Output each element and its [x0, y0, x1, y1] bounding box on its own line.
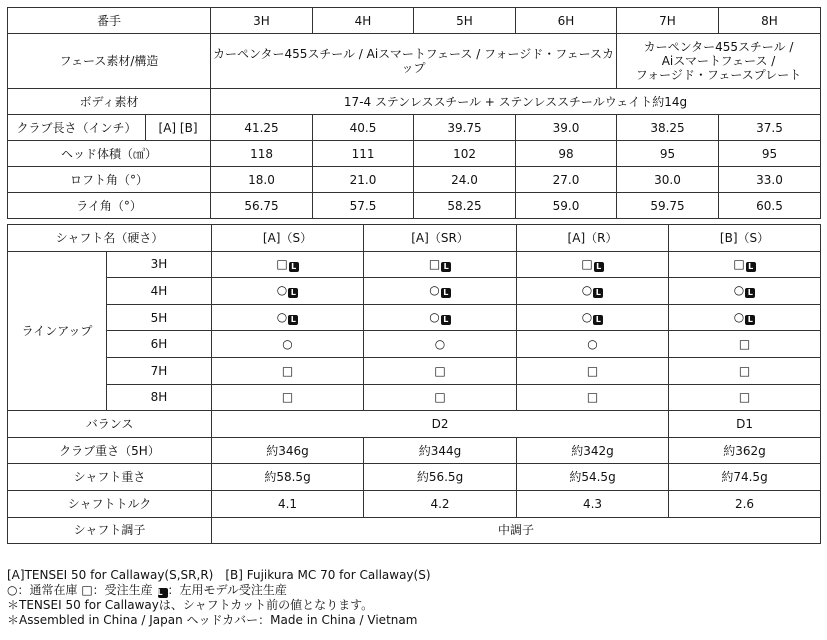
length-sub: [A] [B]	[146, 115, 211, 141]
torque-label: シャフトトルク	[8, 490, 212, 517]
square-icon: □	[738, 363, 751, 378]
number-label: 番手	[8, 8, 211, 34]
square-icon: □	[434, 390, 446, 405]
club-weight-label: クラブ重さ（5H）	[8, 437, 212, 464]
loft-label: ロフト角（°）	[8, 167, 211, 193]
circle-icon: ○	[434, 337, 446, 352]
number-cell: 4H	[313, 8, 414, 34]
spec-table	[7, 7, 821, 219]
left-hand-badge-icon: L	[158, 588, 168, 598]
lineup-cell	[669, 331, 821, 358]
circle-icon: ○	[429, 310, 440, 325]
left-hand-badge-icon: L	[289, 262, 299, 272]
lineup-cell	[669, 251, 821, 278]
footnote-shafts: [A]TENSEI 50 for Callaway(S,SR,R) [B] Fujikura MC 70 for Callaway(S)	[7, 568, 431, 582]
lineup-cell	[669, 304, 821, 331]
lie-cell: 59.75	[617, 193, 719, 219]
lineup-body	[8, 251, 821, 411]
shaft-name-cell: [A]（S）	[212, 225, 364, 252]
lineup-club: 8H	[107, 384, 212, 411]
lineup-cell	[517, 278, 669, 305]
kick-row	[8, 517, 821, 544]
lineup-cell	[517, 251, 669, 278]
lineup-cell	[669, 357, 821, 384]
lie-cell: 59.0	[516, 193, 617, 219]
square-icon: □	[281, 390, 294, 405]
face-value-a: カーペンター455スチール / Aiスマートフェース / フォージド・フェースカップ	[211, 34, 617, 89]
lineup-label: ラインアップ	[8, 251, 107, 411]
club-weight-cell: 約346g	[212, 437, 364, 464]
lineup-cell	[364, 357, 517, 384]
lineup-cell	[669, 278, 821, 305]
shaft-weight-cell: 約74.5g	[669, 464, 821, 491]
lineup-cell	[364, 251, 517, 278]
kick-value: 中調子	[212, 517, 821, 544]
circle-icon: ○	[7, 583, 18, 597]
number-cell: 8H	[719, 8, 821, 34]
square-icon: □	[281, 363, 294, 378]
lie-cell: 58.25	[414, 193, 516, 219]
lineup-club: 6H	[107, 331, 212, 358]
shaft-name-cell: [A]（R）	[517, 225, 669, 252]
volume-cell: 118	[211, 141, 313, 167]
shaft-weight-cell: 約58.5g	[212, 464, 364, 491]
shaft-name-cell: [A]（SR）	[364, 225, 517, 252]
footnotes	[7, 568, 431, 628]
left-hand-badge-icon: L	[593, 288, 603, 298]
club-weight-cell: 約342g	[517, 437, 669, 464]
square-icon: □	[738, 337, 751, 352]
shaft-name-cell: [B]（S）	[669, 225, 821, 252]
footnote-assembly: ＊Assembled in China / Japan ヘッドカバー：Made in China / Vietnam	[7, 613, 418, 627]
lineup-cell	[517, 331, 669, 358]
circle-icon: ○	[276, 310, 288, 325]
square-icon: □	[581, 256, 593, 271]
lie-cell: 57.5	[313, 193, 414, 219]
lineup-cell	[364, 304, 517, 331]
lineup-cell	[212, 304, 364, 331]
volume-cell: 98	[516, 141, 617, 167]
circle-icon: ○	[429, 283, 440, 298]
left-hand-badge-icon: L	[441, 288, 451, 298]
face-value-b-line: Aiスマートフェース /	[661, 54, 776, 68]
lineup-cell	[212, 331, 364, 358]
left-hand-badge-icon: L	[745, 315, 755, 325]
number-cell: 5H	[414, 8, 516, 34]
square-icon: □	[586, 363, 599, 378]
left-hand-badge-icon: L	[745, 288, 755, 298]
lie-label: ライ角（°）	[8, 193, 211, 219]
club-weight-cell: 約362g	[669, 437, 821, 464]
footnote-legend	[7, 583, 431, 598]
length-cell: 41.25	[211, 115, 313, 141]
loft-cell: 27.0	[516, 167, 617, 193]
lineup-cell	[517, 384, 669, 411]
circle-icon: ○	[282, 337, 293, 352]
lineup-cell	[669, 384, 821, 411]
shaft-name-row	[8, 225, 821, 252]
loft-cell: 21.0	[313, 167, 414, 193]
torque-cell: 4.2	[364, 490, 517, 517]
face-value-b-line: カーペンター455スチール /	[643, 40, 794, 54]
lineup-cell	[212, 357, 364, 384]
lineup-row	[8, 331, 821, 358]
circle-icon: ○	[581, 310, 593, 325]
loft-cell: 33.0	[719, 167, 821, 193]
face-value-b-line: フォージド・フェースプレート	[635, 68, 802, 82]
lineup-cell	[517, 304, 669, 331]
circle-icon: ○	[733, 283, 745, 298]
circle-icon: ○	[581, 283, 593, 298]
shaft-weight-row	[8, 464, 821, 491]
legend-square-text: ：受注生産	[92, 583, 153, 597]
shaft-weight-label: シャフト重さ	[8, 464, 212, 491]
length-cell: 40.5	[313, 115, 414, 141]
spec-sheet	[7, 7, 820, 544]
torque-cell: 4.3	[517, 490, 669, 517]
circle-icon: ○	[587, 337, 598, 352]
shaft-weight-cell: 約54.5g	[517, 464, 669, 491]
lineup-row	[8, 384, 821, 411]
face-label: フェース素材/構造	[8, 34, 211, 89]
balance-value-b: D1	[669, 411, 821, 438]
square-icon: □	[81, 583, 93, 597]
lineup-cell	[212, 251, 364, 278]
volume-row	[8, 141, 821, 167]
kick-label: シャフト調子	[8, 517, 212, 544]
balance-label: バランス	[8, 411, 212, 438]
length-cell: 38.25	[617, 115, 719, 141]
lie-cell: 56.75	[211, 193, 313, 219]
face-row	[8, 34, 821, 89]
square-icon: □	[738, 390, 751, 405]
square-icon: □	[428, 256, 441, 271]
torque-cell: 2.6	[669, 490, 821, 517]
legend-L-text: ：左用モデル受注生産	[167, 583, 287, 597]
left-hand-badge-icon: L	[594, 262, 604, 272]
volume-cell: 102	[414, 141, 516, 167]
loft-cell: 30.0	[617, 167, 719, 193]
loft-cell: 24.0	[414, 167, 516, 193]
footnote-tensei: ＊TENSEI 50 for Callawayは、シャフトカット前の値となります。	[7, 598, 374, 612]
balance-row	[8, 411, 821, 438]
left-hand-badge-icon: L	[288, 288, 298, 298]
lineup-row	[8, 357, 821, 384]
circle-icon: ○	[276, 283, 288, 298]
square-icon: □	[434, 363, 446, 378]
lineup-row	[8, 251, 821, 278]
volume-cell: 111	[313, 141, 414, 167]
lie-row	[8, 193, 821, 219]
number-cell: 7H	[617, 8, 719, 34]
body-value: 17-4 ステンレススチール + ステンレススチールウェイト約14g	[211, 89, 821, 115]
body-label: ボディ素材	[8, 89, 211, 115]
lineup-row	[8, 278, 821, 305]
lineup-cell	[517, 357, 669, 384]
lie-cell: 60.5	[719, 193, 821, 219]
body-row	[8, 89, 821, 115]
lineup-club: 3H	[107, 251, 212, 278]
lineup-club: 4H	[107, 278, 212, 305]
length-label: クラブ長さ（インチ）	[8, 115, 146, 141]
legend-circle-text: ：通常在庫	[17, 583, 78, 597]
left-hand-badge-icon: L	[746, 262, 756, 272]
volume-cell: 95	[719, 141, 821, 167]
loft-cell: 18.0	[211, 167, 313, 193]
torque-row	[8, 490, 821, 517]
lineup-club: 5H	[107, 304, 212, 331]
loft-row	[8, 167, 821, 193]
volume-label: ヘッド体積（㎤）	[8, 141, 211, 167]
number-cell: 6H	[516, 8, 617, 34]
square-icon: □	[586, 390, 599, 405]
left-hand-badge-icon: L	[441, 315, 451, 325]
square-icon: □	[276, 256, 288, 271]
left-hand-badge-icon: L	[288, 315, 298, 325]
lineup-cell	[364, 278, 517, 305]
shaft-name-label: シャフト名（硬さ）	[8, 225, 212, 252]
left-hand-badge-icon: L	[441, 262, 451, 272]
left-hand-badge-icon: L	[593, 315, 603, 325]
club-weight-cell: 約344g	[364, 437, 517, 464]
length-cell: 37.5	[719, 115, 821, 141]
torque-cell: 4.1	[212, 490, 364, 517]
shaft-weight-cell: 約56.5g	[364, 464, 517, 491]
square-icon: □	[733, 256, 745, 271]
lineup-cell	[364, 384, 517, 411]
face-value-b	[617, 34, 821, 89]
length-cell: 39.75	[414, 115, 516, 141]
lineup-cell	[212, 278, 364, 305]
lineup-row	[8, 304, 821, 331]
circle-icon: ○	[733, 310, 745, 325]
length-cell: 39.0	[516, 115, 617, 141]
lineup-cell	[212, 384, 364, 411]
volume-cell: 95	[617, 141, 719, 167]
number-row	[8, 8, 821, 34]
club-weight-row	[8, 437, 821, 464]
lineup-cell	[364, 331, 517, 358]
lineup-club: 7H	[107, 357, 212, 384]
shaft-table	[7, 224, 821, 544]
balance-value-a: D2	[212, 411, 669, 438]
number-cell: 3H	[211, 8, 313, 34]
length-row	[8, 115, 821, 141]
